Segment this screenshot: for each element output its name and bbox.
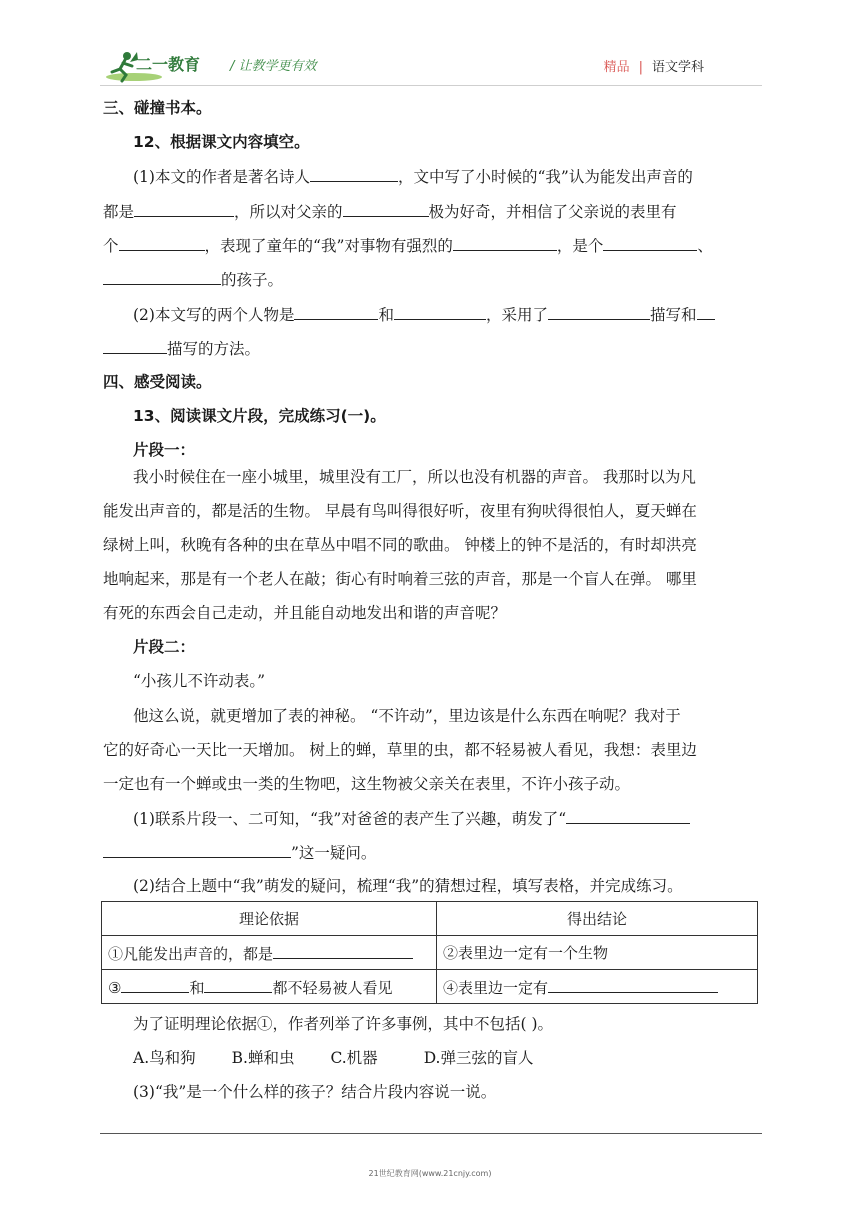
blank-question-a[interactable]: [566, 807, 690, 824]
premium-label: 精品: [603, 60, 630, 75]
blank-table-4[interactable]: [548, 976, 718, 993]
blank-method-2a[interactable]: [697, 303, 715, 320]
blank-curiosity[interactable]: [453, 234, 557, 251]
fragment-1-line: 能发出声音的，都是活的生物。 早晨有鸟叫得很好听，夜里有狗吠得很怕人，夏天蝉在: [103, 502, 697, 520]
text: ，是个: [556, 237, 604, 255]
fragment-1-line: 绿树上叫，秋晚有各种的虫在草丛中唱不同的歌曲。 钟楼上的钟不是活的，有时却洪亮: [103, 536, 697, 554]
header-separator: |: [638, 60, 643, 75]
text: 描写的方法。: [167, 340, 261, 358]
fragment-1-title: 片段一：: [133, 441, 196, 459]
fragment-1-line: 地响起来，那是有一个老人在敲；街心有时响着三弦的声音，那是一个盲人在弹。 哪里: [103, 570, 697, 588]
q12-line-5: [133, 303, 715, 326]
fragment-2-line: 一定也有一个蝉或虫一类的生物吧，这生物被父亲关在表里，不许小孩子动。: [103, 775, 631, 793]
text: ，表现了童年的“我”对事物有强烈的: [204, 237, 453, 255]
fragment-2-line: 它的好奇心一天比一天增加。 树上的蝉，草里的虫，都不轻易被人看见，我想：表里边: [103, 741, 697, 759]
option-d[interactable]: D.弹三弦的盲人: [423, 1049, 534, 1067]
table-header-cell: 得出结论: [437, 902, 758, 936]
option-a[interactable]: A.鸟和狗: [133, 1049, 196, 1067]
section4-title: 四、感受阅读。: [103, 373, 212, 391]
blank-method-1[interactable]: [548, 303, 650, 320]
text: 、: [697, 237, 713, 255]
q12-line-1: [133, 165, 693, 188]
header-divider: [100, 85, 762, 86]
fragment-1-line: 我小时候住在一座小城里，城里没有工厂，所以也没有机器的声音。 我那时以为凡: [133, 468, 696, 486]
text: (1)本文的作者是著名诗人: [133, 168, 310, 186]
slogan: / 让教学更有效: [230, 59, 317, 74]
header-right: [604, 56, 704, 75]
text: ，所以对父亲的: [234, 203, 343, 221]
blank-trait-2[interactable]: [103, 268, 221, 285]
text: ④表里边一定有: [443, 978, 549, 997]
answer-options: [133, 1047, 534, 1069]
fragment-2-title: 片段二：: [133, 638, 196, 656]
q12-line-2: [103, 200, 677, 223]
table-header-cell: 理论依据: [102, 902, 437, 936]
subject-label: 语文学科: [651, 60, 704, 75]
blank-question-b[interactable]: [103, 841, 291, 858]
fragment-2-line: 他这么说，就更增加了表的神秘。 “不许动”，里边该是什么东西在响呢？我对于: [133, 707, 681, 725]
q13-part2-followup: 为了证明理论依据①，作者列举了许多事例，其中不包括( )。: [133, 1015, 554, 1033]
footer-text: 21世纪教育网(www.21cnjy.com): [368, 1169, 492, 1178]
section3-title: 三、碰撞书本。: [103, 99, 212, 117]
q13-part3: (3)“我”是一个什么样的孩子？结合片段内容说一说。: [133, 1083, 497, 1101]
blank-object[interactable]: [343, 200, 429, 217]
logo-text: 二一教育: [136, 55, 201, 74]
fragment-1-line: 有死的东西会自己走动，并且能自动地发出和谐的声音呢？: [103, 604, 507, 622]
text: 和: [189, 978, 205, 997]
text: ，文中写了小时候的“我”认为能发出声音的: [397, 168, 693, 186]
text: 个: [103, 237, 119, 255]
blank-table-2[interactable]: [121, 976, 189, 993]
q13-part1-line2: [103, 841, 376, 864]
q12-line-3: [103, 234, 713, 257]
text: ③: [108, 978, 122, 997]
text: ，采用了: [485, 306, 548, 324]
text: ”这一疑问。: [291, 844, 377, 862]
text: 极为好奇，并相信了父亲说的表里有: [428, 203, 677, 221]
blank-poet[interactable]: [310, 165, 398, 182]
text: 描写和: [650, 306, 697, 324]
blank-trait-1[interactable]: [603, 234, 697, 251]
text: 的孩子。: [221, 271, 284, 289]
table-cell: ②表里边一定有一个生物: [437, 936, 758, 970]
option-b[interactable]: B.蝉和虫: [231, 1049, 295, 1067]
q12-line-4: [103, 268, 283, 291]
q13-part2: (2)结合上题中“我”萌发的疑问，梳理“我”的猜想过程，填写表格，并完成练习。: [133, 877, 683, 895]
blank-table-1[interactable]: [273, 942, 413, 959]
table-cell: [437, 970, 758, 1004]
fragment-2-quote: “小孩儿不许动表。”: [133, 672, 266, 690]
text: 都不轻易被人看见: [272, 978, 393, 997]
blank-table-3[interactable]: [204, 976, 272, 993]
text: (2)本文写的两个人物是: [133, 306, 295, 324]
text: 都是: [103, 203, 135, 221]
q12-line-6: [103, 337, 260, 360]
footer-divider: [100, 1133, 762, 1134]
table-cell: [102, 970, 437, 1004]
text: (1)联系片段一、二可知，“我”对爸爸的表产生了兴趣，萌发了“: [133, 810, 567, 828]
reasoning-table: [101, 901, 758, 1004]
blank-method-2b[interactable]: [103, 337, 167, 354]
table-header-row: [102, 902, 758, 936]
text: ①凡能发出声音的，都是: [108, 944, 274, 963]
blank-living[interactable]: [134, 200, 234, 217]
text: 和: [378, 306, 394, 324]
blank-person-2[interactable]: [394, 303, 486, 320]
table-row: [102, 936, 758, 970]
question-13: 13、阅读课文片段，完成练习(一)。: [133, 407, 386, 425]
table-cell: [102, 936, 437, 970]
table-row: [102, 970, 758, 1004]
blank-person-1[interactable]: [294, 303, 378, 320]
q13-part1-line1: [133, 807, 690, 830]
blank-creature[interactable]: [119, 234, 205, 251]
page-header: [100, 46, 762, 86]
question-12: 12、根据课文内容填空。: [133, 133, 310, 151]
option-c[interactable]: C.机器: [330, 1049, 378, 1067]
